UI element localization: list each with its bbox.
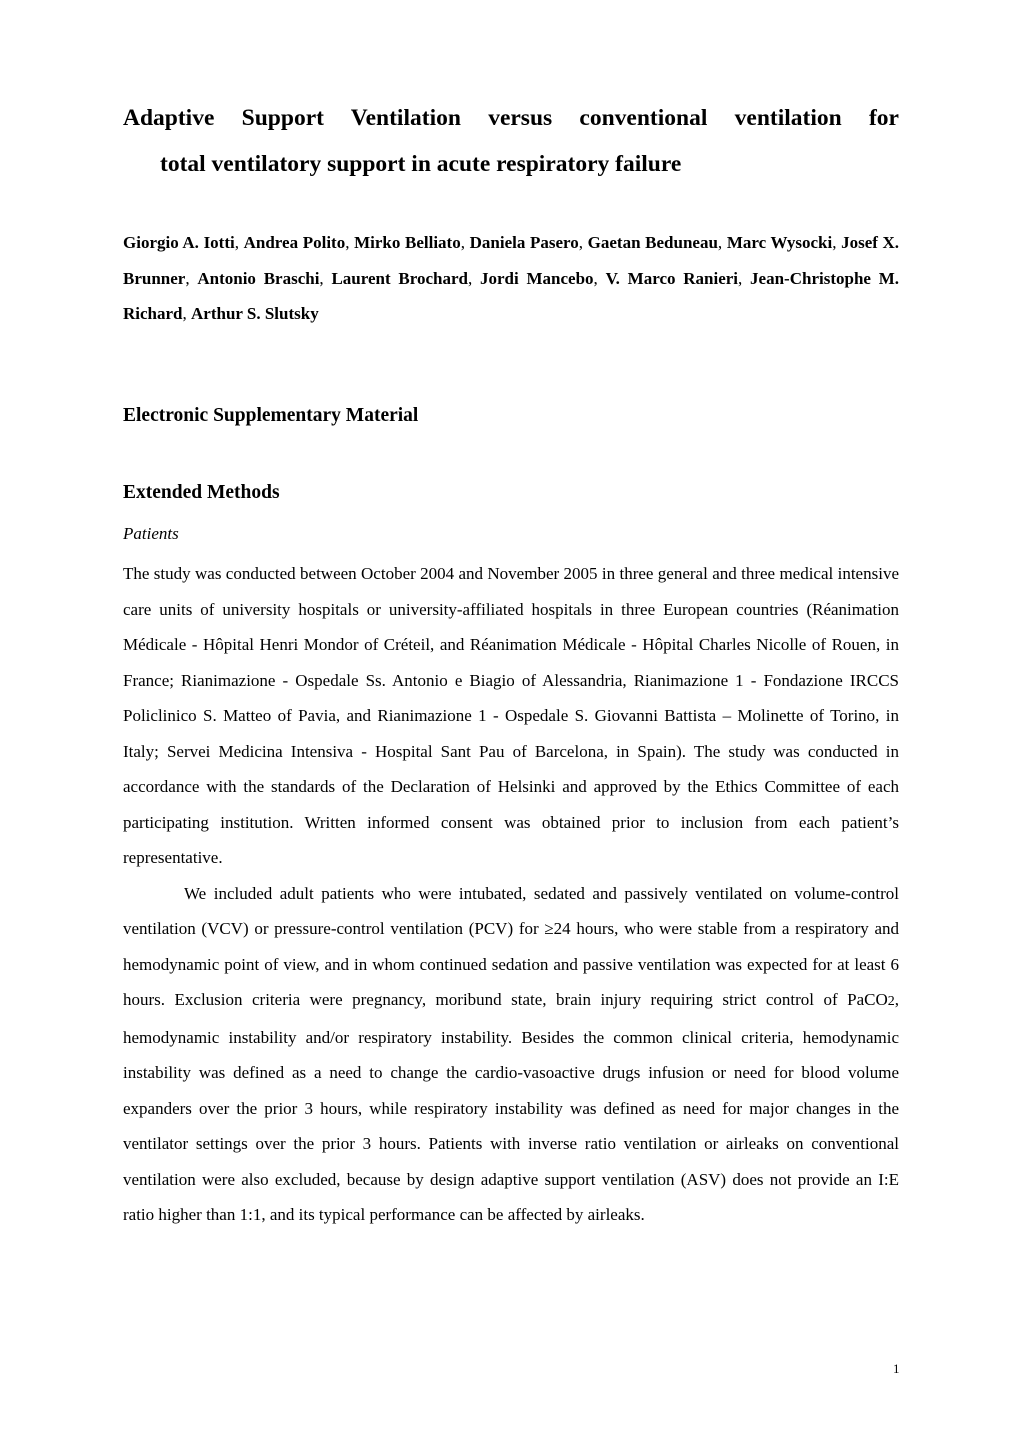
patients-subheading: Patients <box>123 524 179 543</box>
author: Gaetan Beduneau <box>587 233 718 252</box>
paragraph-1: The study was conducted between October 2004 and November 2005 in three general and three medical intensive care units of university hospitals or university-affiliated hospitals in three European countries (Réanimation Médicale - Hôpital Henri Mondor of Créteil, and Réanimation Médicale - Hôpital Charles Nicolle of Rouen, in France; Rianimazione - Ospedale Ss. Antonio e Biagio of Alessandria, Rianimazione 1 - Fondazione IRCCS Policlinico S. Matteo of Pavia, and Rianimazione 1 - Ospedale S. Giovanni Battista – Molinette of Torino, in Italy; Servei Medicina Intensiva - Hospital Sant Pau of Barcelona, in Spain). The study was conducted in accordance with the standards of the Declaration of Helsinki and approved by the Ethics Committee of each participating institution. Written informed consent was obtained prior to inclusion from each patient’s representative. <box>123 564 899 867</box>
paper-title <box>123 95 899 187</box>
author: Josef X. Brunner <box>123 233 900 288</box>
methods-heading: Extended Methods <box>123 482 280 503</box>
author: Laurent Brochard <box>331 268 468 288</box>
page-number: 1 <box>893 1361 900 1376</box>
author: Jordi Mancebo <box>480 268 594 288</box>
paragraph-2: We included adult patients who were intubated, sedated and passively ventilated on volume-control ventilation (VCV) or pressure-control ventilation (PCV) for ≥24 hours, who were stable from a respiratory and hemodynamic point of view, and in whom continued sedation and passive ventilation was expected for at least 6 hours. Exclusion criteria were pregnancy, moribund state, brain injury requiring strict control of PaCO2, hemodynamic instability and/or respiratory instability. Besides the common clinical criteria, hemodynamic instability was defined as a need to change the cardio-vasoactive drugs infusion or need for blood volume expanders over the prior 3 hours, while respiratory instability was defined as need for major changes in the ventilator settings over the prior 3 hours. Patients with inverse ratio ventilation or airleaks on conventional ventilation were also excluded, because by design adaptive support ventilation (ASV) does not provide an I:E ratio higher than 1:1, and its typical performance can be affected by airleaks. <box>123 883 899 1224</box>
author: Andrea Polito <box>243 233 346 252</box>
author: Jean-Christophe M. Richard <box>123 268 899 323</box>
title-line-2: total ventilatory support in acute respiratory failure <box>160 151 682 177</box>
author: Marc Wysocki <box>726 233 833 252</box>
title-line-1: Adaptive Support Ventilation versus conventional ventilation for <box>123 105 899 131</box>
subscript-2: 2 <box>887 994 895 1009</box>
author: Antonio Braschi <box>197 268 320 288</box>
author: V. Marco Ranieri <box>605 268 739 288</box>
body-text <box>123 556 899 1233</box>
author: Mirko Belliato <box>354 233 461 252</box>
author: Giorgio A. Iotti <box>123 233 235 252</box>
author-list: Giorgio A. Iotti, Andrea Polito, Mirko Belliato, Daniela Pasero, Gaetan Beduneau, Marc Wysocki, Josef X. Brunner, Antonio Braschi, Laurent Brochard, Jordi Mancebo, V. Marco Ranieri, Jean-Christophe M. Richard, Arthur S. Slutsky <box>123 233 900 323</box>
author: Arthur S. Slutsky <box>191 304 319 323</box>
section-heading: Electronic Supplementary Material <box>123 405 419 426</box>
author: Daniela Pasero <box>469 233 579 252</box>
